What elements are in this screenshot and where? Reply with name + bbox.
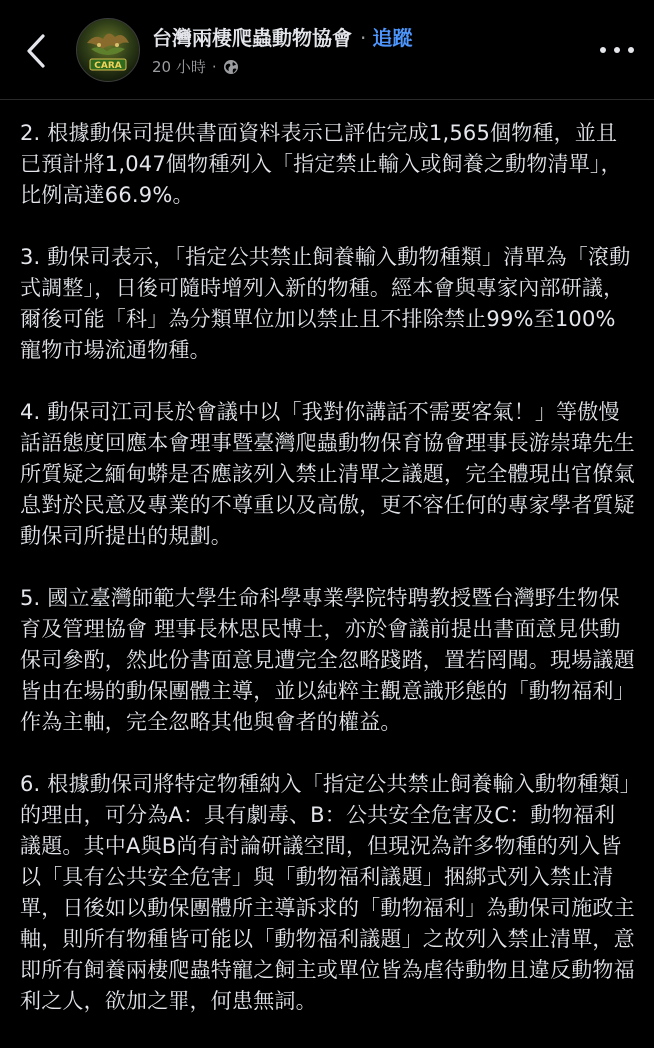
page-title-row [152, 22, 412, 51]
chevron-left-icon [25, 33, 47, 69]
page-name-link[interactable]: 台灣兩棲爬蟲動物協會 [152, 26, 352, 50]
post-paragraph: 6. 根據動保司將特定物種納入「指定公共禁止飼養輸入動物種類」的理由，可分為A：具有劇毒、B：公共安全危害及C：動物福利議題。其中A與B尚有討論研議空間，但現況為許多物種的列入皆以「具有公共安全危害」與「動物福利議題」捆綁式列入禁止清單，日後如以動保團體所主導訴求的「動物福利」為動保司施政主軸，則所有物種皆可能以「動物福利議題」之故列入禁止清單，意即所有飼養兩棲爬蟲特寵之飼主或單位皆為虐待動物且違反動物福利之人，欲加之罪，何患無詞。 [20, 772, 635, 1013]
meta-separator: · [211, 57, 217, 76]
title-separator: · [360, 26, 367, 50]
post-paragraph: 5. 國立臺灣師範大學生命科學專業學院特聘教授暨台灣野生物保育及管理協會 理事長林思民博士，亦於會議前提出書面意見供動保司參酌，然此份書面意見遭完全忽略踐踏，置若罔聞。現場議題皆由在場的動保團體主導，並以純粹主觀意識形態的「動物福利」作為主軸，完全忽略其他與會者的權益。 [20, 586, 635, 734]
page-avatar[interactable] [76, 18, 140, 82]
more-dot [600, 47, 606, 53]
page-logo [77, 19, 139, 81]
post-body [20, 118, 636, 1048]
post-paragraph: 3. 動保司表示，「指定公共禁止飼養輸入動物種類」清單為「滾動式調整」，日後可隨時增列入新的物種。經本會與專家內部研議，爾後可能「科」為分類單位加以禁止且不排除禁止99%至100%寵物市場流通物種。 [20, 245, 631, 362]
more-dot [628, 47, 634, 53]
globe-icon [223, 59, 239, 75]
follow-button[interactable]: 追蹤 [372, 26, 413, 50]
back-button[interactable] [14, 26, 58, 76]
avatar-logo-text: CARA [94, 61, 122, 71]
post-header [0, 0, 654, 100]
post-meta [152, 56, 239, 77]
post-paragraph: 2. 根據動保司提供書面資料表示已評估完成1,565個物種，並且已預計將1,047個物種列入「指定禁止輸入或飼養之動物清單」，比例高達66.9%。 [20, 121, 622, 207]
post-paragraph: 4. 動保司江司長於會議中以「我對你講話不需要客氣！」等傲慢話語態度回應本會理事暨臺灣爬蟲動物保育協會理事長游崇瑋先生所質疑之緬甸蟒是否應該列入禁止清單之議題，完全體現出官僚氣息對於民意及專業的不尊重以及高傲，更不容任何的專家學者質疑動保司所提出的規劃。 [20, 400, 635, 548]
post-timestamp[interactable]: 20 小時 [152, 58, 206, 76]
more-options-button[interactable] [600, 38, 634, 62]
more-dot [614, 47, 620, 53]
